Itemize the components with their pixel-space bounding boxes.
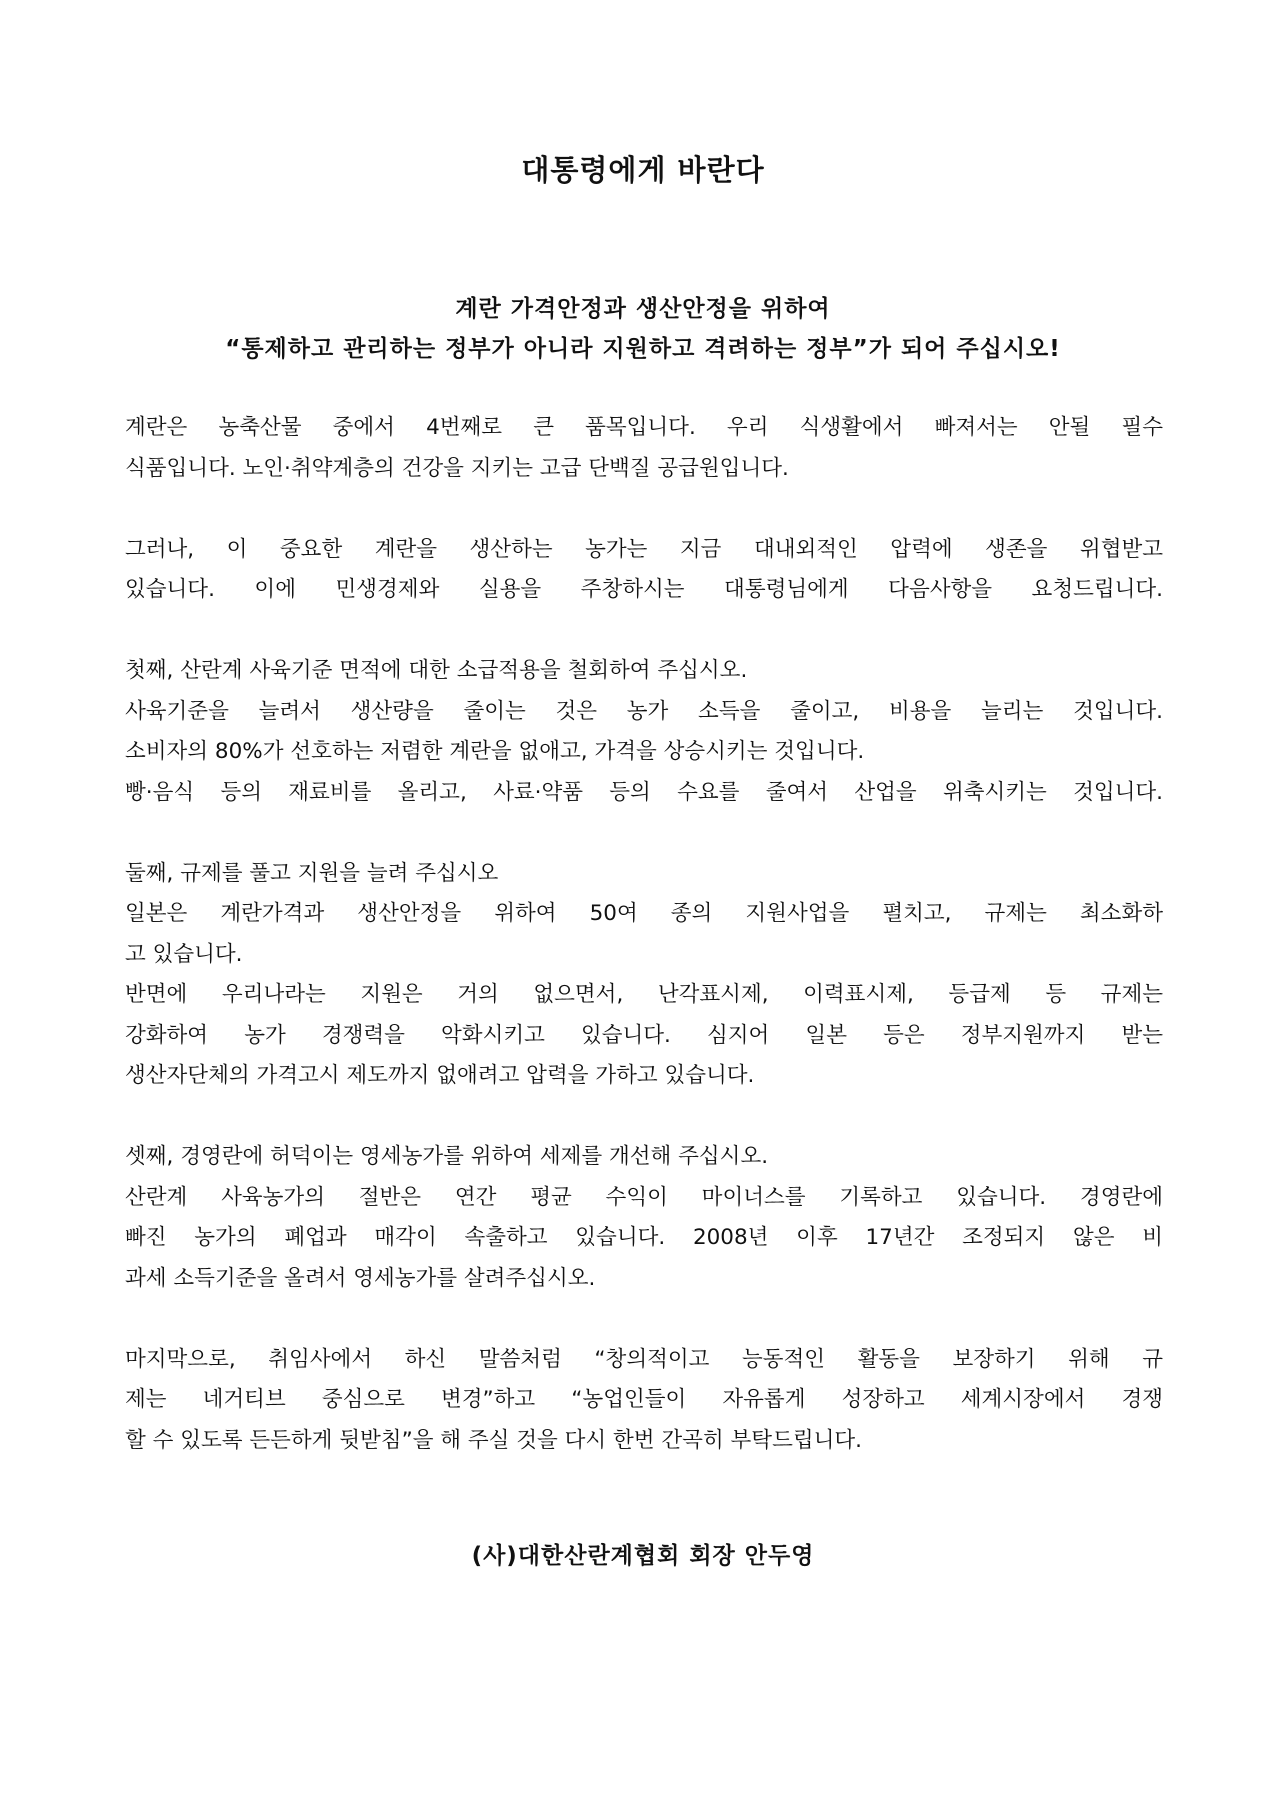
paragraph-line: 일본은 계란가격과 생산안정을 위하여 50여 종의 지원사업을 펼치고, 규제는 최소화하 — [125, 901, 1163, 926]
document-body — [125, 408, 1163, 1502]
paragraph-line: 사육기준을 늘려서 생산량을 줄이는 것은 농가 소득을 줄이고, 비용을 늘리는 것입니다. — [125, 698, 1163, 724]
document-subtitle — [0, 289, 1286, 369]
paragraph-line: 고 있습니다. — [125, 941, 243, 967]
paragraph-line: 반면에 우리나라는 지원은 거의 없으면서, 난각표시제, 이력표시제, 등급제 등 규제는 — [125, 982, 1163, 1007]
paragraph-line: 빵·음식 등의 재료비를 올리고, 사료·약품 등의 수요를 줄여서 산업을 위축시키는 것입니다. — [125, 779, 1163, 805]
paragraph-line: 있습니다. 이에 민생경제와 실용을 주창하시는 대통령님에게 다음사항을 요청드립니다. — [125, 577, 1163, 602]
paragraph-line: 소비자의 80%가 선호하는 저렴한 계란을 없애고, 가격을 상승시키는 것입니다. — [125, 739, 865, 764]
paragraph-line: 둘째, 규제를 풀고 지원을 늘려 주십시오 — [125, 860, 499, 886]
subtitle-line: “통제하고 관리하는 정부가 아니라 지원하고 격려하는 정부”가 되어 주십시오! — [225, 336, 1061, 362]
paragraph-line: 강화하여 농가 경쟁력을 악화시키고 있습니다. 심지어 일본 등은 정부지원까지 받는 — [125, 1022, 1163, 1048]
paragraph-line: 생산자단체의 가격고시 제도까지 없애려고 압력을 가하고 있습니다. — [125, 1063, 755, 1088]
subtitle-line: 계란 가격안정과 생산안정을 위하여 — [455, 296, 831, 322]
paragraph-line: 할 수 있도록 든든하게 뒷받침”을 해 주실 것을 다시 한번 간곡히 부탁드립니다. — [125, 1427, 862, 1453]
document-signature: (사)대한산란계협회 회장 안두영 — [471, 1543, 815, 1569]
document-title: 대통령에게 바란다 — [521, 153, 765, 187]
paragraph-line: 빠진 농가의 폐업과 매각이 속출하고 있습니다. 2008년 이후 17년간 조정되지 않은 비 — [125, 1225, 1163, 1250]
paragraph-line: 계란은 농축산물 중에서 4번째로 큰 품목입니다. 우리 식생활에서 빠져서는 안될 필수 — [125, 415, 1163, 440]
paragraph-second-point — [125, 854, 1163, 1097]
paragraph-intro — [125, 408, 1163, 489]
paragraph-first-point — [125, 651, 1163, 813]
paragraph-third-point — [125, 1137, 1163, 1299]
paragraph-line: 식품입니다. 노인·취약계층의 건강을 지키는 고급 단백질 공급원입니다. — [125, 455, 789, 481]
paragraph-line: 제는 네거티브 중심으로 변경”하고 “농업인들이 자유롭게 성장하고 세계시장에서 경쟁 — [125, 1387, 1163, 1412]
paragraph-line: 마지막으로, 취임사에서 하신 말씀처럼 “창의적이고 능동적인 활동을 보장하기 위해 규 — [125, 1346, 1163, 1372]
paragraph-line: 첫째, 산란계 사육기준 면적에 대한 소급적용을 철회하여 주십시오. — [125, 658, 748, 683]
paragraph-line: 그러나, 이 중요한 계란을 생산하는 농가는 지금 대내외적인 압력에 생존을 위협받고 — [125, 536, 1163, 562]
paragraph-request — [125, 530, 1163, 611]
paragraph-closing — [125, 1340, 1163, 1462]
paragraph-line: 과세 소득기준을 올려서 영세농가를 살려주십시오. — [125, 1265, 596, 1291]
paragraph-line: 산란계 사육농가의 절반은 연간 평균 수익이 마이너스를 기록하고 있습니다. 경영란에 — [125, 1184, 1163, 1210]
paragraph-line: 셋째, 경영란에 허덕이는 영세농가를 위하여 세제를 개선해 주십시오. — [125, 1144, 769, 1169]
